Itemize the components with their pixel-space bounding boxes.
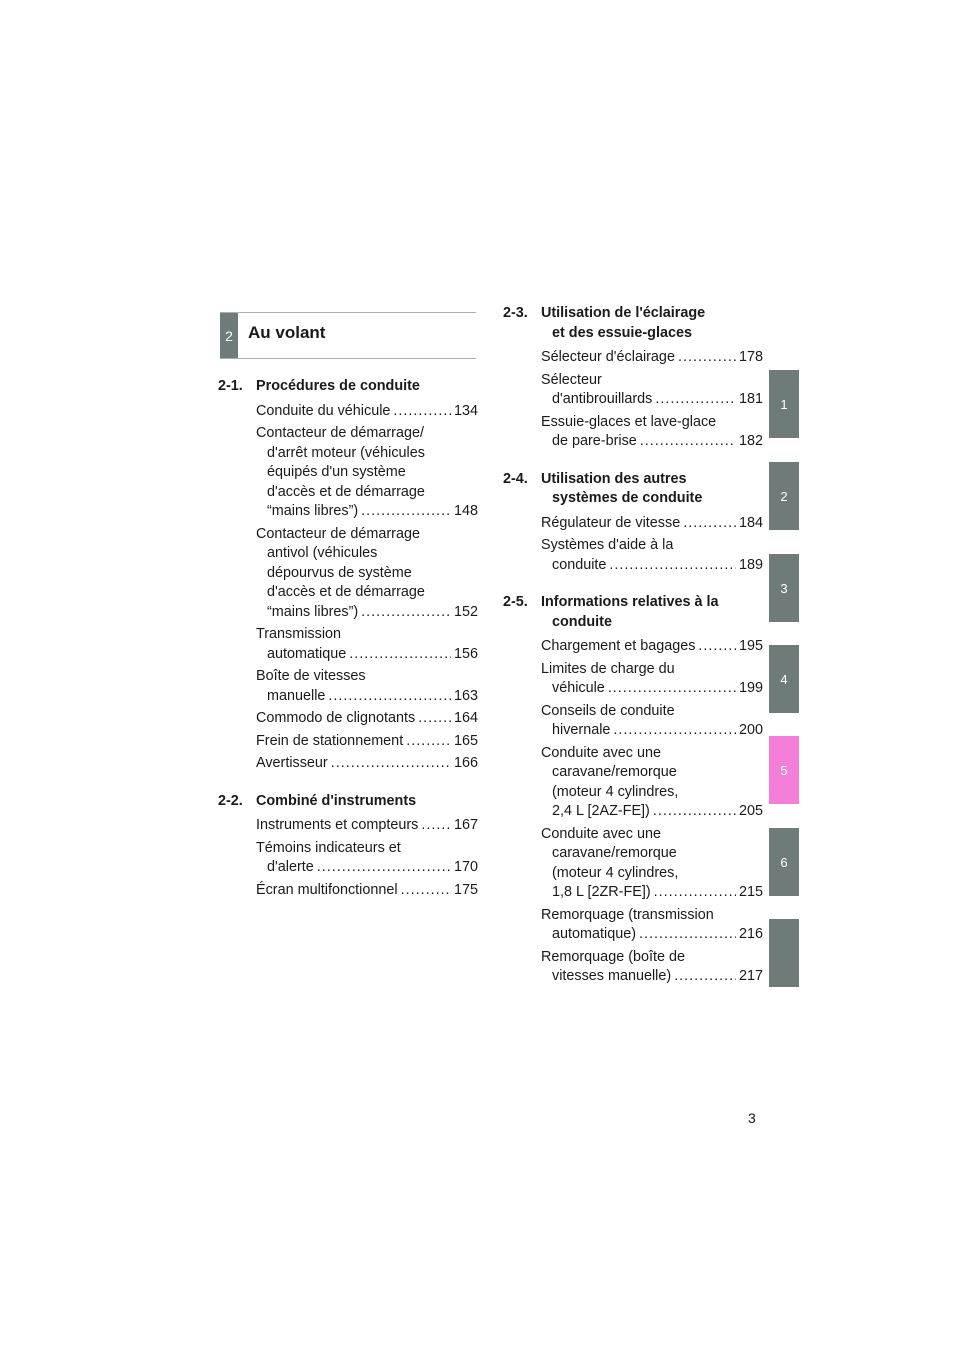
dot-leader xyxy=(401,881,451,901)
toc-group-title-line: Utilisation de l'éclairage xyxy=(541,305,706,321)
toc-entry-last-line xyxy=(541,556,763,576)
toc-entry[interactable] xyxy=(503,702,763,741)
toc-entry-page: 163 xyxy=(453,687,478,704)
toc-group-number: 2-3. xyxy=(503,305,528,321)
toc-entry-last-line xyxy=(541,390,763,410)
toc-entry-text-line: d'arrêt moteur (véhicules xyxy=(267,444,425,461)
toc-group-number: 2-5. xyxy=(503,594,528,610)
dot-leader xyxy=(613,721,736,741)
toc-entry-text-line: caravane/remorque xyxy=(552,845,677,861)
toc-group-title-line: Informations relatives à la xyxy=(541,594,719,610)
toc-entry-text-line: Conseils de conduite xyxy=(541,702,675,719)
toc-entry-text-line: Sélecteur xyxy=(541,371,602,388)
toc-entry-text-line: “mains libres”) xyxy=(267,603,359,620)
toc-entry-last-line xyxy=(256,858,478,878)
toc-group-title-line: Procédures de conduite xyxy=(256,378,420,394)
toc-entry-text-line: Avertisseur xyxy=(256,755,328,771)
toc-entry-last-line xyxy=(541,348,763,368)
toc-group-title-line: Utilisation des autres xyxy=(541,470,687,487)
toc-entry[interactable] xyxy=(503,906,763,945)
toc-group-title-line: conduite xyxy=(552,613,612,630)
toc-entry[interactable] xyxy=(218,525,478,623)
dot-leader xyxy=(655,390,736,410)
chapter-tab-1[interactable]: 1 xyxy=(769,370,799,438)
toc-entry-text-line: Remorquage (transmission xyxy=(541,906,714,923)
toc-entry[interactable] xyxy=(503,413,763,452)
toc-entry-text-line: d'accès et de démarrage xyxy=(267,584,425,600)
dot-leader xyxy=(328,687,451,707)
toc-entry-text-line: Commodo de clignotants xyxy=(256,710,416,726)
section-title: Au volant xyxy=(248,323,326,342)
toc-group-heading xyxy=(503,593,763,632)
dot-leader xyxy=(653,802,736,822)
toc-group-title-line: et des essuie-glaces xyxy=(552,324,692,341)
toc-entry-last-line xyxy=(541,514,763,534)
toc-entry-page: 164 xyxy=(453,710,478,726)
toc-entry-page: 156 xyxy=(453,645,478,662)
toc-entry[interactable] xyxy=(218,424,478,522)
toc-entry-page: 181 xyxy=(738,391,763,407)
toc-entry-last-line xyxy=(541,432,763,452)
toc-entry-text-line: vitesses manuelle) xyxy=(552,968,672,984)
dot-leader xyxy=(421,816,451,836)
toc-entry[interactable] xyxy=(218,881,478,901)
toc-entry[interactable] xyxy=(218,709,478,729)
toc-entry-page: 195 xyxy=(738,638,763,654)
toc-entry-text-line: véhicule xyxy=(552,680,605,696)
toc-entry-last-line xyxy=(256,603,478,623)
toc-entry[interactable] xyxy=(503,825,763,903)
toc-entry-text-line: d'accès et de démarrage xyxy=(267,483,425,500)
toc-group-title xyxy=(541,470,763,509)
toc-entry-text-line: de pare-brise xyxy=(552,433,637,449)
toc-group-heading xyxy=(218,792,478,812)
toc-entry-last-line xyxy=(256,645,478,665)
toc-entry-text-line: Frein de stationnement xyxy=(256,732,404,749)
toc-group-number: 2-1. xyxy=(218,378,243,394)
dot-leader xyxy=(418,709,451,729)
toc-entry-page: 217 xyxy=(738,968,763,984)
toc-entry-text-line: (moteur 4 cylindres, xyxy=(552,783,679,800)
toc-entry-text-line: “mains libres”) xyxy=(267,503,359,519)
toc-entry[interactable] xyxy=(218,667,478,706)
dot-leader xyxy=(331,754,451,774)
chapter-tab-2[interactable]: 2 xyxy=(769,462,799,530)
toc-group-title xyxy=(541,304,763,343)
toc-entry-last-line xyxy=(256,709,478,729)
toc-entry[interactable] xyxy=(503,744,763,822)
toc-entry-text-line: Conduite avec une xyxy=(541,825,662,842)
toc-entry-last-line xyxy=(256,816,478,836)
toc-entry-last-line xyxy=(541,967,763,987)
dot-leader xyxy=(609,556,736,576)
toc-entry-page: 167 xyxy=(453,817,478,833)
toc-entry-text-line: dépourvus de système xyxy=(267,564,412,581)
toc-group-number: 2-2. xyxy=(218,792,243,809)
toc-entry-last-line xyxy=(256,502,478,522)
toc-entry-page: 182 xyxy=(738,433,763,449)
toc-entry-text-line: d'antibrouillards xyxy=(552,391,653,407)
toc-entry-text-line: automatique xyxy=(267,645,347,662)
toc-entry-text-line: automatique) xyxy=(552,926,636,942)
dot-leader xyxy=(349,645,451,665)
dot-leader xyxy=(640,432,736,452)
toc-entry-page: 200 xyxy=(738,722,763,738)
toc-group-title-line: Combiné d'instruments xyxy=(256,792,417,809)
toc-entry-last-line xyxy=(541,637,763,657)
toc-entry-text-line: Écran multifonctionnel xyxy=(256,881,398,898)
toc-entry-page: 170 xyxy=(453,859,478,875)
toc-entry[interactable] xyxy=(503,948,763,987)
dot-leader xyxy=(678,348,736,368)
toc-entry-text-line: Sélecteur d'éclairage xyxy=(541,349,675,365)
toc-entry[interactable] xyxy=(218,754,478,774)
toc-entry-text-line: caravane/remorque xyxy=(552,764,677,780)
toc-entry-last-line xyxy=(541,679,763,699)
toc-entry-text-line: Conduite avec une xyxy=(541,744,662,761)
toc-entry-last-line xyxy=(541,925,763,945)
toc-entry-text-line: hivernale xyxy=(552,722,611,738)
toc-entry-text-line: (moteur 4 cylindres, xyxy=(552,864,679,881)
toc-entry-text-line: équipés d'un système xyxy=(267,464,406,480)
toc-entry-page: 205 xyxy=(738,803,763,819)
dot-leader xyxy=(683,514,736,534)
toc-entry[interactable] xyxy=(503,660,763,699)
dot-leader xyxy=(654,883,736,903)
toc-entry-page: 148 xyxy=(453,503,478,519)
toc-entry-text-line: Transmission xyxy=(256,626,342,642)
toc-entry-text-line: Conduite du véhicule xyxy=(256,402,391,419)
toc-entry-text-line: manuelle xyxy=(267,687,326,704)
toc-entry-text-line: antivol (véhicules xyxy=(267,545,378,561)
toc-entry-text-line: Contacteur de démarrage xyxy=(256,525,420,542)
toc-entry-text-line: Instruments et compteurs xyxy=(256,817,419,833)
toc-entry-text-line: Contacteur de démarrage/ xyxy=(256,425,424,441)
dot-leader xyxy=(317,858,451,878)
toc-entry-last-line xyxy=(256,881,478,901)
toc-entry-text-line: 1,8 L [2ZR-FE]) xyxy=(552,884,651,900)
toc-entry-last-line xyxy=(256,754,478,774)
dot-leader xyxy=(406,732,451,752)
chapter-tab-6[interactable]: 6 xyxy=(769,828,799,896)
toc-entry-page: 152 xyxy=(453,603,478,620)
toc-entry-page: 165 xyxy=(453,732,478,749)
toc-entry[interactable] xyxy=(503,637,763,657)
toc-entry-last-line xyxy=(541,721,763,741)
toc-entry-page: 199 xyxy=(738,680,763,696)
toc-entry-page: 134 xyxy=(453,402,478,419)
toc-group-title xyxy=(256,792,478,812)
toc-entry-text-line: Systèmes d'aide à la xyxy=(541,537,674,553)
toc-group-title-line: systèmes de conduite xyxy=(552,490,703,506)
toc-entry-last-line xyxy=(541,802,763,822)
toc-group-number: 2-4. xyxy=(503,470,528,487)
toc-entry-page: 216 xyxy=(738,926,763,942)
toc-entry[interactable] xyxy=(503,348,763,368)
page-number: 3 xyxy=(748,1110,756,1126)
toc-group xyxy=(503,593,763,987)
toc-group-heading xyxy=(503,470,763,509)
toc-group xyxy=(503,470,763,576)
toc-entry-text-line: Chargement et bagages xyxy=(541,638,696,654)
toc-group xyxy=(503,304,763,452)
toc-group-title xyxy=(541,593,763,632)
toc-entry-page: 215 xyxy=(738,884,763,900)
chapter-tab-index[interactable] xyxy=(769,919,799,987)
toc-entry-last-line xyxy=(256,687,478,707)
toc-group-heading xyxy=(218,377,478,397)
toc-entry-page: 189 xyxy=(738,556,763,573)
toc-entry-last-line xyxy=(541,883,763,903)
toc-column-right xyxy=(503,304,763,1005)
toc-entry-text-line: Témoins indicateurs et xyxy=(256,839,401,856)
toc-entry[interactable] xyxy=(218,732,478,752)
toc-entry[interactable] xyxy=(503,514,763,534)
toc-group-title xyxy=(256,377,478,397)
toc-entry-page: 184 xyxy=(738,514,763,531)
dot-leader xyxy=(393,402,451,422)
dot-leader xyxy=(361,502,451,522)
toc-group-heading xyxy=(503,304,763,343)
toc-entry-text-line: conduite xyxy=(552,556,607,573)
section-header xyxy=(220,312,476,359)
toc-entry[interactable] xyxy=(503,536,763,575)
toc-entry-page: 178 xyxy=(738,349,763,365)
toc-entry-page: 166 xyxy=(453,755,478,771)
dot-leader xyxy=(608,679,736,699)
toc-entry-text-line: Limites de charge du xyxy=(541,660,675,677)
dot-leader xyxy=(698,637,736,657)
toc-entry[interactable] xyxy=(218,839,478,878)
toc-group xyxy=(218,792,478,901)
toc-entry-text-line: 2,4 L [2AZ-FE]) xyxy=(552,803,650,819)
toc-entry-text-line: Régulateur de vitesse xyxy=(541,514,681,531)
toc-entry[interactable] xyxy=(503,371,763,410)
toc-entry-text-line: Essuie-glaces et lave-glace xyxy=(541,413,717,430)
section-number: 2 xyxy=(220,313,238,358)
toc-group xyxy=(218,377,478,774)
toc-entry-text-line: Boîte de vitesses xyxy=(256,668,366,684)
toc-entry-last-line xyxy=(256,732,478,752)
dot-leader xyxy=(639,925,736,945)
toc-entry-text-line: Remorquage (boîte de xyxy=(541,948,685,965)
toc-entry-last-line xyxy=(256,402,478,422)
dot-leader xyxy=(361,603,451,623)
toc-entry[interactable] xyxy=(218,625,478,664)
chapter-tab-4[interactable]: 4 xyxy=(769,645,799,713)
chapter-tab-5[interactable]: 5 xyxy=(769,736,799,804)
dot-leader xyxy=(674,967,736,987)
chapter-tab-3[interactable]: 3 xyxy=(769,554,799,622)
toc-entry-text-line: d'alerte xyxy=(267,859,314,875)
toc-entry-page: 175 xyxy=(453,881,478,898)
toc-column-left xyxy=(218,377,478,918)
toc-entry[interactable] xyxy=(218,816,478,836)
toc-entry[interactable] xyxy=(218,402,478,422)
